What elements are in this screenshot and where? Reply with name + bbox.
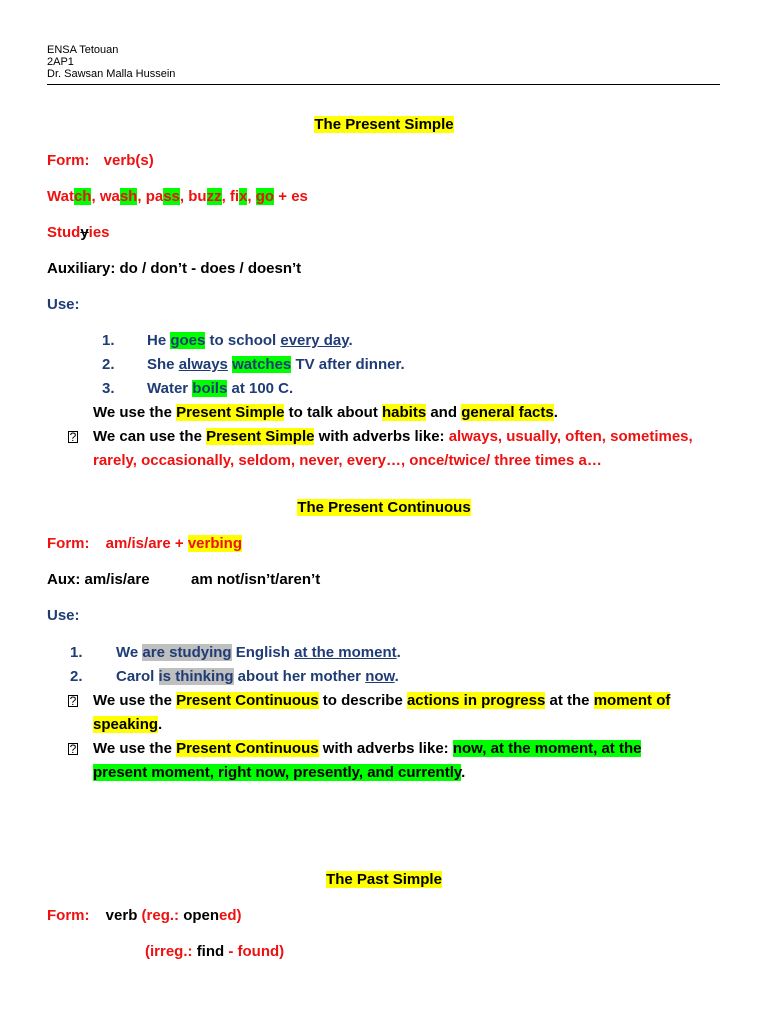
teacher-name: Dr. Sawsan Malla Hussein — [47, 68, 176, 80]
use-label: Use: — [47, 607, 80, 624]
example-item: 1. He goes to school every day. — [102, 332, 353, 349]
past-simple-form: Form: verb (reg.: opened) — [47, 907, 242, 924]
rule-adverbs: We use the Present Continuous with adverbs like: now, at the moment, at the — [93, 740, 642, 757]
example-item: 3. Water boils at 100 C. — [102, 380, 294, 397]
studies-line: Studyies — [47, 224, 110, 241]
bullet-icon: ? — [69, 694, 77, 708]
bullet-icon: ? — [69, 430, 77, 444]
document-header — [47, 44, 175, 80]
example-item: 1. We are studying English at the moment. — [70, 644, 401, 661]
section-title-past-simple: The Past Simple — [326, 871, 442, 888]
section-title-present-simple: The Present Simple — [314, 116, 454, 133]
rule-progress: We use the Present Continuous to describe actions in progress at the moment of — [93, 692, 671, 709]
class-name: 2AP1 — [47, 56, 74, 68]
present-simple-form: Form: verb(s) — [47, 152, 154, 169]
use-label: Use: — [47, 296, 80, 313]
rule-adverbs-cont: present moment, right now, presently, and currently. — [93, 764, 466, 781]
rule-adverbs: We can use the Present Simple with adverbs like: always, usually, often, sometimes, — [93, 428, 693, 445]
header-divider — [47, 84, 720, 85]
rule-habits: We use the Present Simple to talk about habits and general facts. — [93, 404, 558, 421]
example-item: 2. Carol is thinking about her mother now. — [70, 668, 399, 685]
example-item: 2. She always watches TV after dinner. — [102, 356, 405, 373]
es-verbs-line: Watch, wash, pass, buzz, fix, go + es — [47, 188, 308, 205]
bullet-icon: ? — [69, 742, 77, 756]
aux-line: Aux: am/is/are am not/isn’t/aren’t — [47, 571, 321, 588]
section-title-present-continuous: The Present Continuous — [297, 499, 471, 516]
present-continuous-form: Form: am/is/are + verbing — [47, 535, 243, 552]
auxiliary-line: Auxiliary: do / don’t - does / doesn’t — [47, 260, 302, 277]
rule-adverbs-cont: rarely, occasionally, seldom, never, every…, once/twice/ three times a… — [93, 452, 602, 469]
rule-progress-cont: speaking. — [93, 716, 163, 733]
school-name: ENSA Tetouan — [47, 44, 119, 56]
past-simple-irregular: (irreg.: find - found) — [145, 943, 285, 960]
